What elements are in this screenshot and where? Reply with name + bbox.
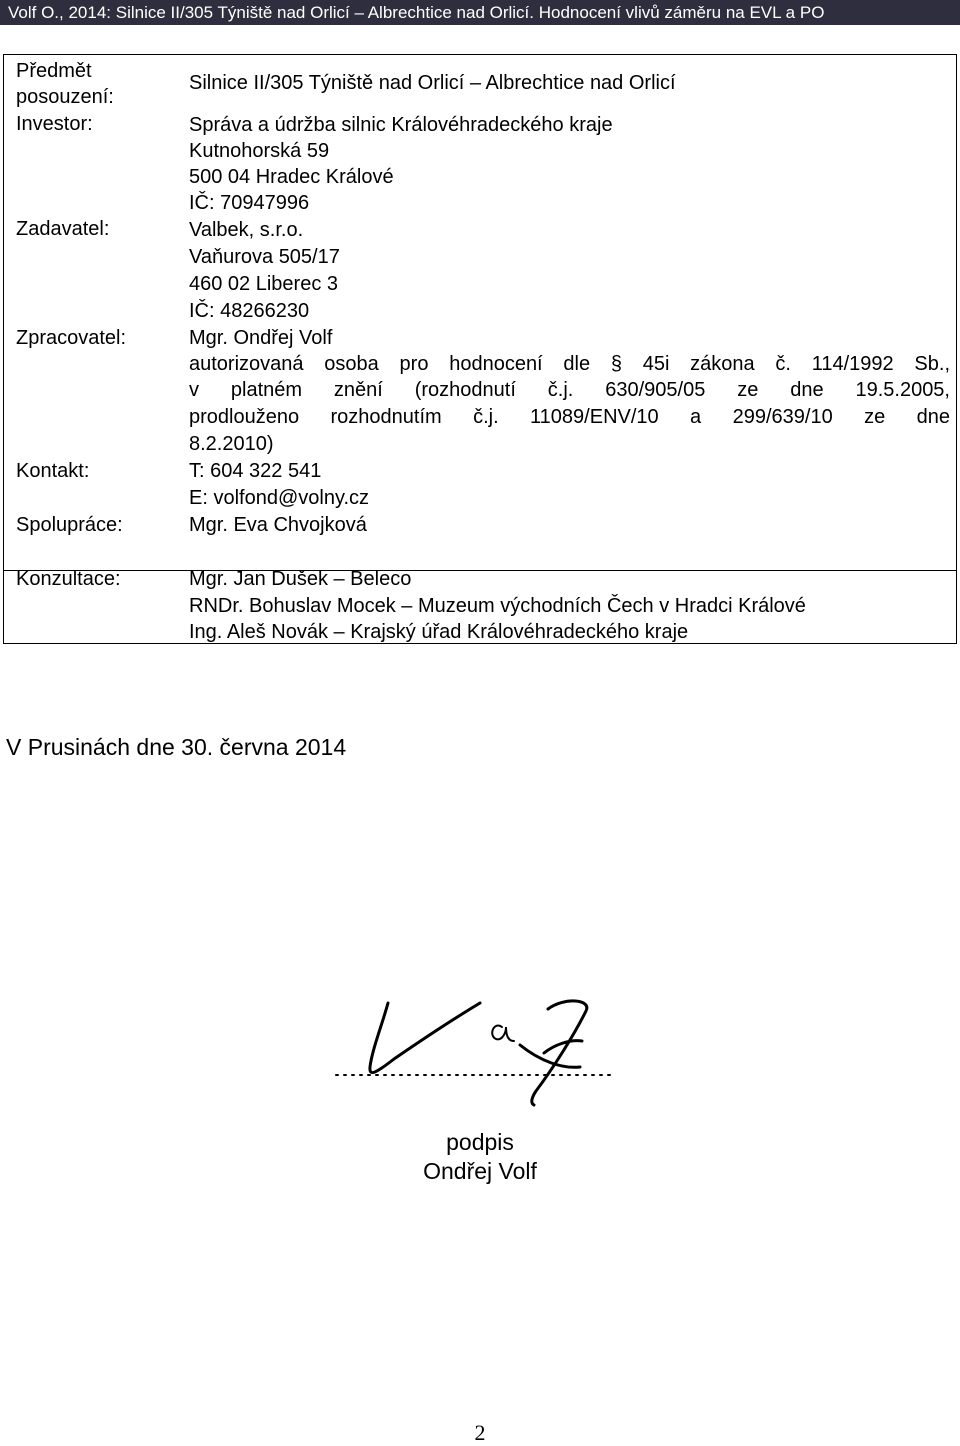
- cooperation-label: Spolupráce:: [16, 514, 123, 536]
- investor-line: IČ: 70947996: [189, 192, 310, 214]
- subject-label-line2: posouzení:: [16, 86, 114, 108]
- contact-label: Kontakt:: [16, 460, 90, 482]
- processor-line: 8.2.2010): [189, 433, 274, 455]
- investor-label: Investor:: [16, 113, 93, 135]
- processor-line: v platném znění (rozhodnutí č.j. 630/905/05 ze dne 19.5.2005,: [189, 379, 950, 401]
- contracting-authority-label: Zadavatel:: [16, 218, 110, 240]
- contact-email: E: volfond@volny.cz: [189, 487, 370, 509]
- table-divider: [4, 570, 956, 571]
- project-info-table: [3, 54, 957, 644]
- consultation-line: RNDr. Bohuslav Mocek – Muzeum východních Čech v Hradci Králové: [189, 595, 806, 617]
- investor-line: 500 04 Hradec Králové: [189, 166, 394, 188]
- processor-line: prodlouženo rozhodnutím č.j. 11089/ENV/10 a 299/639/10 ze dne: [189, 406, 950, 428]
- running-header-text: Volf O., 2014: Silnice II/305 Týniště nad Orlicí – Albrechtice nad Orlicí. Hodnocení vlivů záměru na EVL a PO: [8, 3, 825, 22]
- contracting-authority-line: IČ: 48266230: [189, 300, 310, 322]
- investor-line: Kutnohorská 59: [189, 140, 330, 162]
- place-and-date: V Prusinách dne 30. června 2014: [6, 734, 347, 760]
- signatory-name: Ondřej Volf: [423, 1158, 537, 1184]
- contracting-authority-line: 460 02 Liberec 3: [189, 273, 339, 295]
- contact-phone: T: 604 322 541: [189, 460, 322, 482]
- handwritten-signature: [330, 995, 620, 1115]
- cooperation-value: Mgr. Eva Chvojková: [189, 514, 367, 536]
- processor-line: autorizovaná osoba pro hodnocení dle § 45i zákona č. 114/1992 Sb.,: [189, 353, 950, 375]
- page-number: 2: [474, 1420, 486, 1445]
- subject-value: Silnice II/305 Týniště nad Orlicí – Albrechtice nad Orlicí: [189, 72, 676, 94]
- processor-label: Zpracovatel:: [16, 327, 127, 349]
- contracting-authority-line: Valbek, s.r.o.: [189, 219, 304, 241]
- investor-line: Správa a údržba silnic Královéhradeckého kraje: [189, 114, 613, 136]
- consultation-line: Mgr. Jan Dušek – Beleco: [189, 568, 412, 590]
- subject-label-line1: Předmět: [16, 60, 92, 82]
- consultation-label: Konzultace:: [16, 568, 121, 590]
- contracting-authority-line: Vaňurova 505/17: [189, 246, 340, 268]
- running-header: [0, 0, 960, 25]
- signature-caption: podpis: [446, 1129, 514, 1155]
- processor-line: Mgr. Ondřej Volf: [189, 327, 333, 349]
- consultation-line: Ing. Aleš Novák – Krajský úřad Královéhradeckého kraje: [189, 621, 689, 643]
